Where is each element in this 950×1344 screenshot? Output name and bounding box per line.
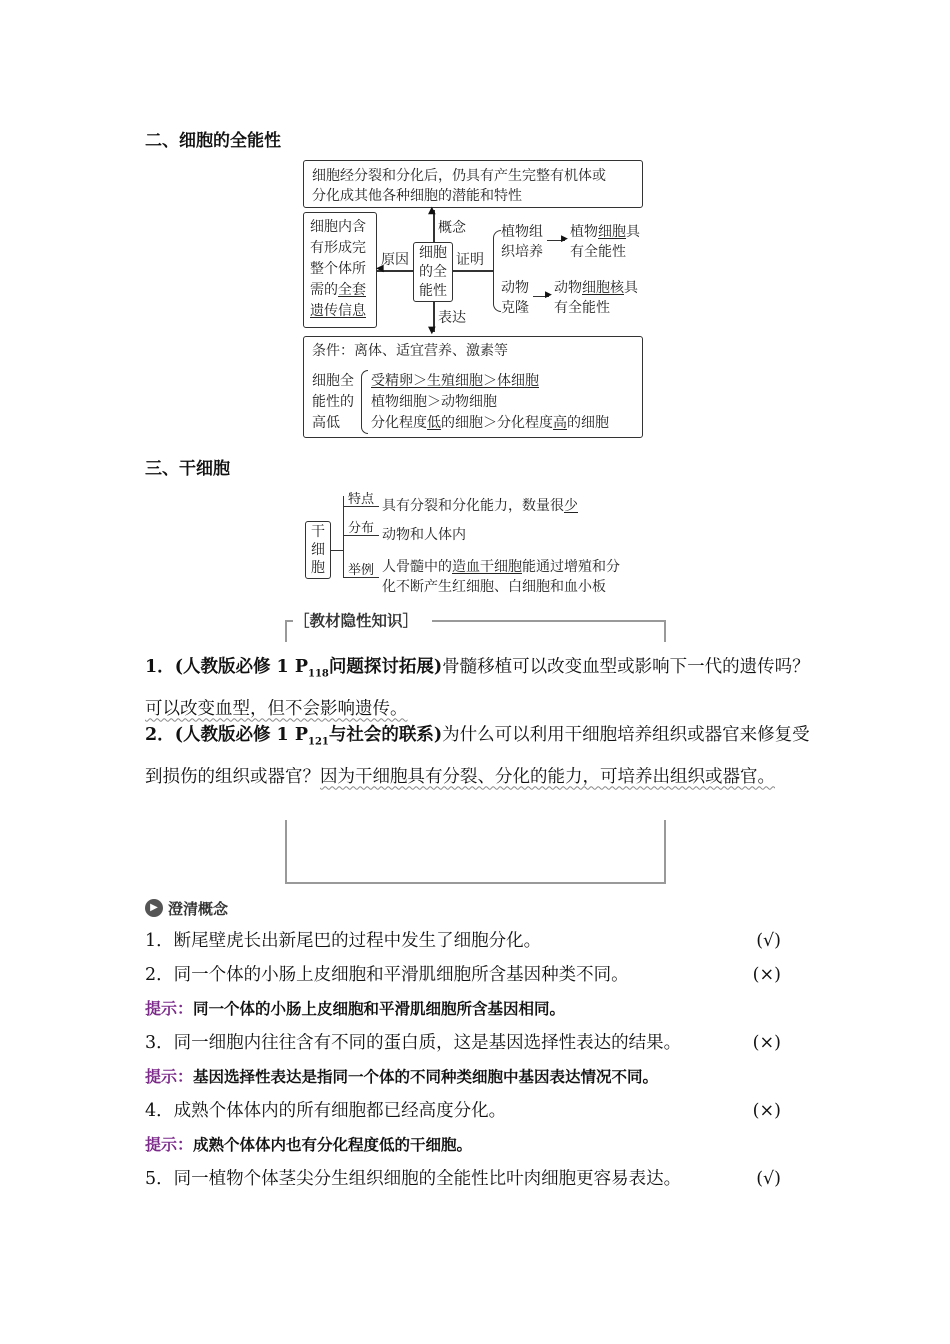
level-lines: 受精卵＞生殖细胞＞体细胞 植物细胞＞动物细胞 分化程度低的细胞＞分化程度高的细胞 bbox=[371, 373, 609, 431]
clarify-item-4: 4．成熟个体体内的所有细胞都已经高度分化。 (×) bbox=[145, 1101, 781, 1121]
clarify-item-2: 2．同一个体的小肠上皮细胞和平滑肌细胞所含基因种类不同。 (×) bbox=[145, 965, 781, 985]
concept-line-1: 细胞经分裂和分化后，仍具有产生完整有机体或 bbox=[312, 168, 606, 184]
center-line-2: 的全 bbox=[419, 264, 447, 280]
plant-method-2: 织培养 bbox=[501, 244, 543, 260]
level-brace bbox=[361, 370, 368, 434]
branch-label-distribution: 分布 bbox=[348, 521, 375, 536]
stem-cell-root: 干 细 胞 bbox=[305, 521, 331, 579]
clarify-header: ▶ 澄清概念 bbox=[145, 898, 240, 918]
clarify-hint-4: 提示：成熟个体体内也有分化程度低的干细胞。 bbox=[145, 1135, 473, 1154]
reason-line-2: 有形成完 bbox=[310, 240, 366, 256]
animal-method-2: 克隆 bbox=[501, 300, 529, 316]
arrow-down-icon: ▼ bbox=[428, 325, 436, 336]
branch-label-feature: 特点 bbox=[348, 492, 375, 507]
hidden-knowledge-item-1: 1．(人教版必修 1 $P_{118}$问题探讨拓展)骨髓移植可以改变血型或影响下一代的遗传吗？可以改变血型，但不会影响遗传。 bbox=[145, 657, 810, 719]
totipotency-diagram bbox=[300, 158, 646, 440]
center-line-3: 能性 bbox=[419, 283, 447, 299]
reason-line-4b: 全套 bbox=[338, 282, 366, 298]
branch-label-example: 举例 bbox=[348, 563, 375, 578]
clarify-hint-3: 提示：基因选择性表达是指同一个体的不同种类细胞中基因表达情况不同。 bbox=[145, 1067, 659, 1086]
reason-line-5: 遗传信息 bbox=[310, 303, 366, 319]
center-line-1: 细胞 bbox=[419, 245, 447, 261]
center-box-totipotency bbox=[413, 242, 453, 302]
clarify-item-1: 1．断尾壁虎长出新尾巴的过程中发生了细胞分化。 (√) bbox=[145, 931, 781, 951]
branch-text-example-2: 化不断产生红细胞、白细胞和血小板 bbox=[382, 579, 606, 595]
clarify-hint-2: 提示：同一个体的小肠上皮细胞和平滑肌细胞所含基因相同。 bbox=[145, 999, 566, 1018]
branch-text-distribution: 动物和人体内 bbox=[382, 527, 466, 543]
arrow-left-icon: ◀ bbox=[376, 263, 384, 274]
animal-result-1: 动物细胞核具 bbox=[554, 280, 638, 296]
stem-cell-diagram bbox=[300, 484, 650, 602]
concept-box bbox=[303, 160, 643, 208]
hidden-knowledge-title: ［教材隐性知识］ bbox=[294, 612, 419, 630]
hidden-knowledge-item-2: 2．(人教版必修 1 $P_{121}$与社会的联系)为什么可以利用干细胞培养组织或器官来修复受到损伤的组织或器官？因为干细胞具有分裂、分化的能力，可培养出组织或器官。 bbox=[145, 725, 810, 787]
plant-result-1: 植物细胞具 bbox=[570, 224, 640, 240]
section-heading-totipotency: 二、细胞的全能性 bbox=[145, 131, 281, 151]
proof-brace bbox=[493, 230, 501, 312]
branch-text-example-1: 人骨髓中的造血干细胞能通过增殖和分 bbox=[382, 559, 620, 575]
clarify-item-3: 3．同一细胞内往往含有不同的蛋白质，这是基因选择性表达的结果。 (×) bbox=[145, 1033, 781, 1053]
level-label: 细胞全 能性的 高低 bbox=[312, 373, 354, 431]
plant-result-2: 有全能性 bbox=[570, 244, 626, 260]
proof-label: 证明 bbox=[456, 252, 484, 268]
plant-method-1: 植物组 bbox=[501, 224, 543, 240]
reason-box bbox=[303, 212, 377, 328]
play-icon: ▶ bbox=[145, 899, 163, 917]
clarify-item-5: 5．同一植物个体茎尖分生组织细胞的全能性比叶肉细胞更容易表达。 (√) bbox=[145, 1169, 781, 1189]
section-heading-stem-cell: 三、干细胞 bbox=[145, 459, 230, 479]
arrow-right-icon: ▶ bbox=[545, 290, 552, 300]
reason-line-4a: 需的 bbox=[310, 282, 338, 298]
animal-result-2: 有全能性 bbox=[554, 300, 610, 316]
reason-line-3: 整个体所 bbox=[310, 261, 366, 277]
conditions-box bbox=[303, 336, 643, 438]
reason-line-1: 细胞内含 bbox=[310, 219, 366, 235]
branch-text-feature: 具有分裂和分化能力，数量很少 bbox=[382, 498, 578, 514]
reason-label: 原因 bbox=[381, 252, 409, 268]
concept-line-2: 分化成其他各种细胞的潜能和特性 bbox=[312, 188, 522, 204]
arrow-right-icon: ▶ bbox=[561, 234, 568, 244]
concept-label: 概念 bbox=[438, 220, 466, 236]
conditions-text: 条件：离体、适宜营养、激素等 bbox=[312, 343, 508, 359]
animal-method-1: 动物 bbox=[501, 280, 529, 296]
express-label: 表达 bbox=[438, 310, 466, 326]
arrow-up-icon: ▲ bbox=[428, 205, 436, 216]
